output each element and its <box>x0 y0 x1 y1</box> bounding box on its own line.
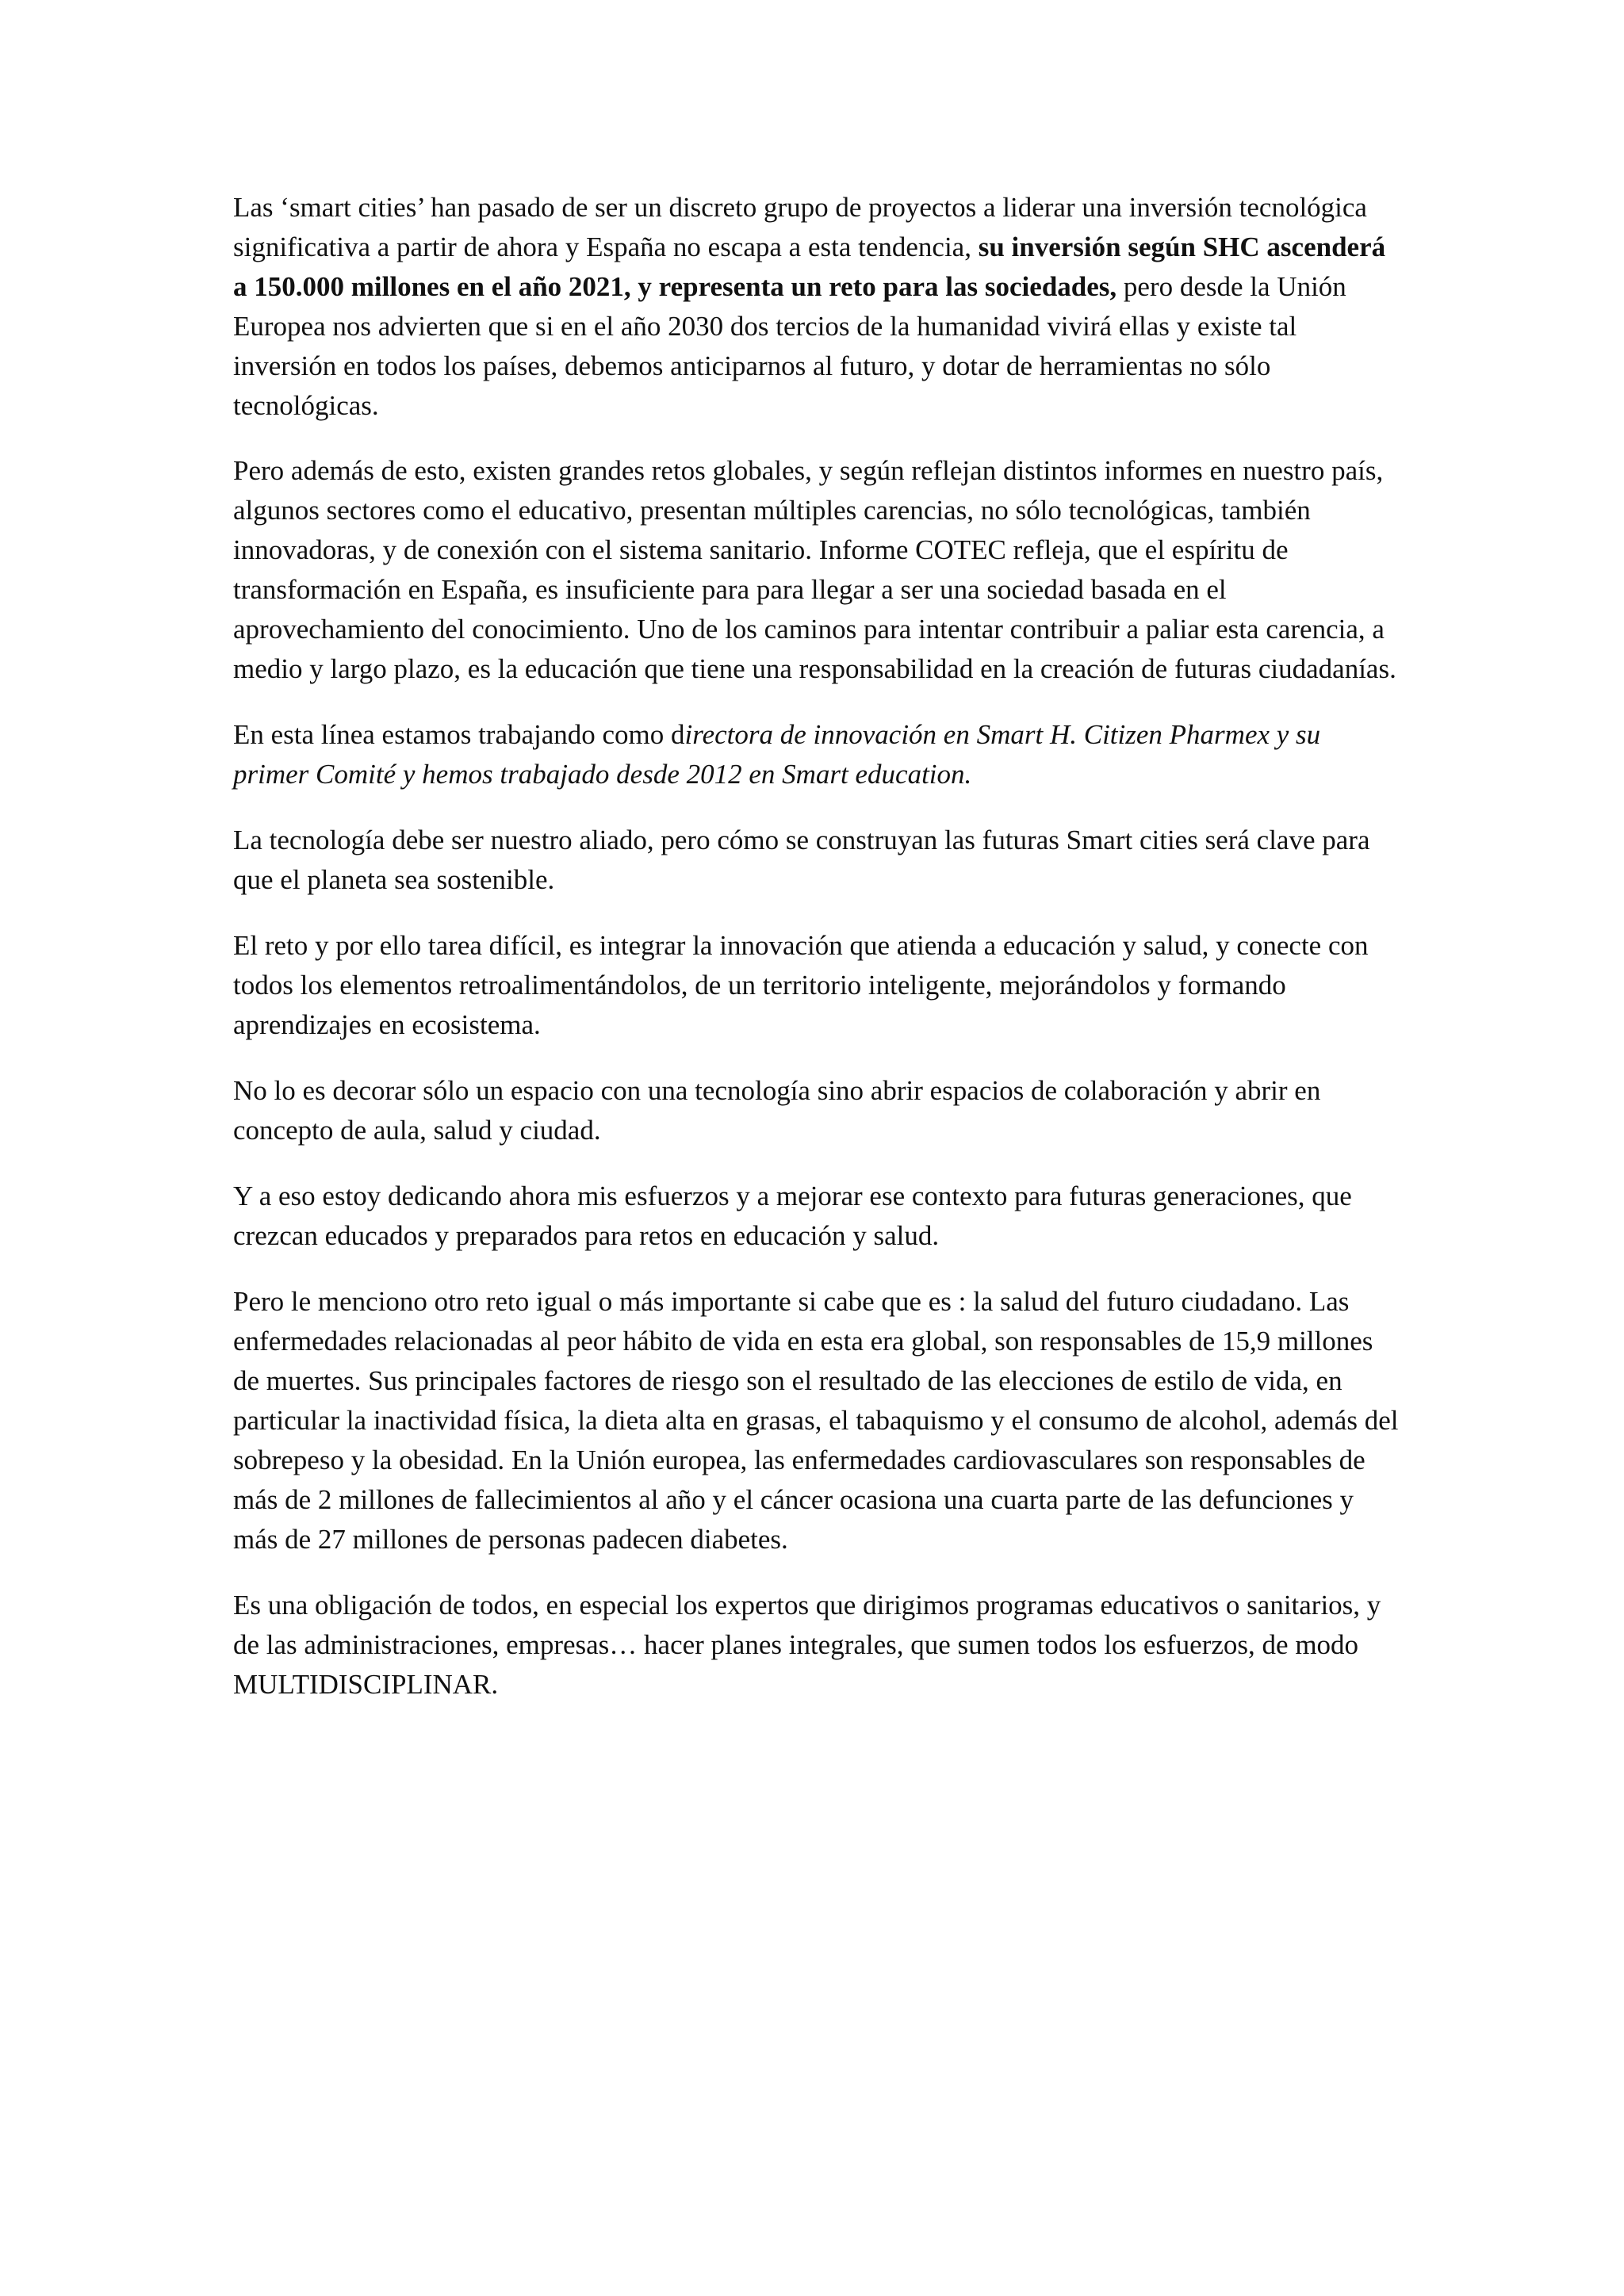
text-run: Y a eso estoy dedicando ahora mis esfuerzos y a mejorar ese contexto para futuras generaciones, que crezcan educados y preparados para retos en educación y salud. <box>233 1181 1352 1251</box>
paragraph-collaboration-spaces <box>233 1071 1403 1150</box>
italic-text-run: irectora de innovación en Smart H. Citizen Pharmex y su primer Comité y hemos trabajado desde 2012 en Smart education. <box>233 719 1321 790</box>
document-body <box>233 188 1403 1705</box>
text-run: El reto y por ello tarea difícil, es integrar la innovación que atienda a educación y salud, y conecte con todos los elementos retroalimentándolos, de un territorio inteligente, mejorándolos y formando aprendizajes en ecosistema. <box>233 930 1369 1040</box>
text-run: Las ‘smart cities’ han pasado de ser un discreto grupo de proyectos a liderar una inversión tecnológica significativa a partir de ahora y España no escapa a esta tendencia, <box>233 192 1367 262</box>
paragraph-health-challenge <box>233 1282 1403 1559</box>
text-run: No lo es decorar sólo un espacio con una tecnología sino abrir espacios de colaboración y abrir en concepto de aula, salud y ciudad. <box>233 1075 1321 1146</box>
text-run: Pero le menciono otro reto igual o más importante si cabe que es : la salud del futuro ciudadano. Las enfermedades relacionadas al peor hábito de vida en esta era global, son responsables de 15,9 millones de muertes. Sus principales factores de riesgo son el resultado de las elecciones de estilo de vida, en particular la inactividad física, la dieta alta en grasas, el tabaquismo y el consumo de alcohol, además del sobrepeso y la obesidad. En la Unión europea, las enfermedades cardiovasculares son responsables de más de 2 millones de fallecimientos al año y el cáncer ocasiona una cuarta parte de las defunciones y más de 27 millones de personas padecen diabetes. <box>233 1286 1399 1555</box>
text-run: pero desde la Unión Europea nos advierten que si en el año 2030 dos tercios de la humanidad vivirá ellas y existe tal inversión en todos los países, debemos anticiparnos al futuro, y dotar de herramientas no sólo tecnológicas. <box>233 271 1346 421</box>
bold-text-run: su inversión según SHC ascenderá a 150.000 millones en el año 2021, y representa un reto para las sociedades, <box>233 232 1386 302</box>
paragraph-integration-challenge <box>233 926 1403 1045</box>
text-run: La tecnología debe ser nuestro aliado, pero cómo se construyan las futuras Smart cities será clave para que el planeta sea sostenible. <box>233 825 1370 895</box>
text-run: Es una obligación de todos, en especial los expertos que dirigimos programas educativos o sanitarios, y de las administraciones, empresas… hacer planes integrales, que sumen todos los esfuerzos, de modo MULTIDISCIPLINAR. <box>233 1590 1381 1700</box>
paragraph-smart-cities-investment <box>233 188 1403 426</box>
paragraph-multidisciplinary <box>233 1586 1403 1705</box>
paragraph-technology-ally <box>233 821 1403 900</box>
text-run: En esta línea estamos trabajando como d <box>233 719 685 750</box>
paragraph-efforts <box>233 1177 1403 1256</box>
text-run: Pero además de esto, existen grandes retos globales, y según reflejan distintos informes en nuestro país, algunos sectores como el educativo, presentan múltiples carencias, no sólo tecnológicas, también innovadoras, y de conexión con el sistema sanitario. Informe COTEC refleja, que el espíritu de transformación en España, es insuficiente para para llegar a ser una sociedad basada en el aprovechamiento del conocimiento. Uno de los caminos para intentar contribuir a paliar esta carencia, a medio y largo plazo, es la educación que tiene una responsabilidad en la creación de futuras ciudadanías. <box>233 455 1396 684</box>
paragraph-innovation-director <box>233 715 1403 794</box>
paragraph-global-challenges <box>233 451 1403 689</box>
